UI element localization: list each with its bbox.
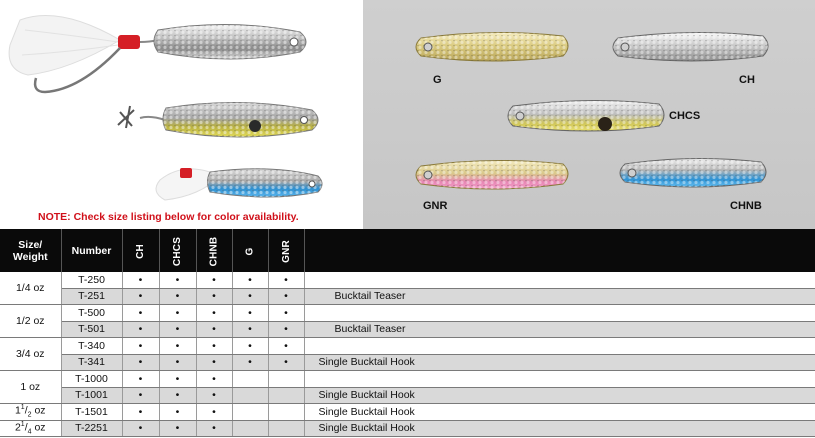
color-availability-note: NOTE: Check size listing below for color availability. bbox=[38, 211, 299, 223]
availability-chnb: • bbox=[196, 288, 232, 305]
product-note bbox=[304, 305, 815, 322]
header-color-chcs-label: CHCS bbox=[171, 236, 183, 266]
size-weight-cell bbox=[0, 420, 61, 437]
availability-ch: • bbox=[122, 420, 159, 437]
product-note bbox=[304, 338, 815, 355]
header-color-gnr-label: GNR bbox=[280, 239, 292, 263]
product-note: Single Bucktail Hook bbox=[304, 420, 815, 437]
availability-chcs: • bbox=[159, 387, 196, 404]
availability-gnr: • bbox=[268, 272, 304, 288]
size-weight-cell bbox=[0, 305, 61, 338]
availability-g bbox=[232, 371, 268, 388]
product-note bbox=[304, 272, 815, 288]
size-weight-cell bbox=[0, 338, 61, 371]
header-color-ch-label: CH bbox=[135, 243, 146, 259]
product-photo-right bbox=[363, 0, 815, 229]
product-number: T-2251 bbox=[61, 420, 122, 437]
size-weight-value: 1/4 oz bbox=[15, 282, 45, 294]
table-row bbox=[0, 321, 815, 338]
availability-chnb: • bbox=[196, 272, 232, 288]
availability-ch: • bbox=[122, 371, 159, 388]
product-note: Single Bucktail Hook bbox=[304, 354, 815, 371]
availability-chnb: • bbox=[196, 354, 232, 371]
availability-gnr bbox=[268, 404, 304, 421]
product-number: T-1001 bbox=[61, 387, 122, 404]
availability-ch: • bbox=[122, 354, 159, 371]
availability-chcs: • bbox=[159, 288, 196, 305]
header-color-chcs bbox=[159, 229, 196, 272]
product-number: T-251 bbox=[61, 288, 122, 305]
size-weight-whole: 2 bbox=[14, 421, 21, 434]
table-row bbox=[0, 305, 815, 322]
availability-chnb: • bbox=[196, 404, 232, 421]
availability-chcs: • bbox=[159, 321, 196, 338]
availability-g: • bbox=[232, 338, 268, 355]
availability-gnr bbox=[268, 371, 304, 388]
size-weight-num: 1 bbox=[20, 404, 25, 412]
availability-g: • bbox=[232, 305, 268, 322]
header-color-g-label: G bbox=[244, 247, 256, 255]
header-number: Number bbox=[61, 229, 122, 272]
header-color-ch bbox=[122, 229, 159, 272]
fraction-slash: / bbox=[24, 404, 28, 417]
size-weight-unit: oz bbox=[31, 404, 46, 417]
header-color-g bbox=[232, 229, 268, 272]
product-note: Bucktail Teaser bbox=[304, 321, 815, 338]
table-row bbox=[0, 338, 815, 355]
product-number: T-250 bbox=[61, 272, 122, 288]
product-photo-left bbox=[0, 0, 363, 229]
availability-gnr: • bbox=[268, 288, 304, 305]
availability-g bbox=[232, 404, 268, 421]
table-row bbox=[0, 387, 815, 404]
size-weight-value: 1 oz bbox=[20, 381, 41, 393]
availability-gnr: • bbox=[268, 354, 304, 371]
size-weight-whole: 1 bbox=[14, 404, 21, 417]
table-row bbox=[0, 371, 815, 388]
table-row bbox=[0, 288, 815, 305]
availability-chcs: • bbox=[159, 338, 196, 355]
availability-ch: • bbox=[122, 272, 159, 288]
size-weight-cell bbox=[0, 272, 61, 305]
size-weight-cell bbox=[0, 371, 61, 404]
availability-chnb: • bbox=[196, 338, 232, 355]
availability-g: • bbox=[232, 272, 268, 288]
table-header-row bbox=[0, 229, 815, 272]
availability-g bbox=[232, 387, 268, 404]
size-weight-num: 1 bbox=[20, 420, 25, 428]
size-weight-value: 1/2 oz bbox=[15, 315, 45, 327]
product-note: Single Bucktail Hook bbox=[304, 404, 815, 421]
availability-ch: • bbox=[122, 404, 159, 421]
product-number: T-1000 bbox=[61, 371, 122, 388]
availability-ch: • bbox=[122, 338, 159, 355]
product-number: T-500 bbox=[61, 305, 122, 322]
availability-g: • bbox=[232, 288, 268, 305]
product-note bbox=[304, 371, 815, 388]
availability-chcs: • bbox=[159, 371, 196, 388]
availability-g: • bbox=[232, 354, 268, 371]
size-weight-unit: oz bbox=[31, 421, 46, 434]
availability-ch: • bbox=[122, 288, 159, 305]
availability-chnb: • bbox=[196, 321, 232, 338]
size-weight-den: 2 bbox=[27, 412, 32, 420]
availability-chnb: • bbox=[196, 305, 232, 322]
availability-chcs: • bbox=[159, 305, 196, 322]
availability-gnr: • bbox=[268, 321, 304, 338]
header-color-chnb bbox=[196, 229, 232, 272]
fraction-slash: / bbox=[24, 421, 28, 434]
color-label-ch: CH bbox=[739, 74, 755, 86]
availability-gnr: • bbox=[268, 338, 304, 355]
product-note: Single Bucktail Hook bbox=[304, 387, 815, 404]
availability-g bbox=[232, 420, 268, 437]
size-color-table bbox=[0, 229, 815, 438]
product-number: T-341 bbox=[61, 354, 122, 371]
product-number: T-1501 bbox=[61, 404, 122, 421]
availability-chcs: • bbox=[159, 404, 196, 421]
color-label-chnb: CHNB bbox=[730, 200, 762, 212]
availability-chnb: • bbox=[196, 387, 232, 404]
availability-g: • bbox=[232, 321, 268, 338]
availability-chnb: • bbox=[196, 420, 232, 437]
table-row bbox=[0, 354, 815, 371]
color-label-chcs: CHCS bbox=[669, 110, 701, 122]
availability-ch: • bbox=[122, 321, 159, 338]
size-weight-den: 4 bbox=[27, 428, 32, 436]
product-number: T-340 bbox=[61, 338, 122, 355]
product-number: T-501 bbox=[61, 321, 122, 338]
availability-chcs: • bbox=[159, 420, 196, 437]
header-size-weight-line2: Weight bbox=[12, 250, 48, 263]
header-size-weight-line1: Size/ bbox=[18, 238, 43, 251]
table-body bbox=[0, 272, 815, 437]
header-color-gnr bbox=[268, 229, 304, 272]
availability-gnr bbox=[268, 387, 304, 404]
lure-chrome-bucktail-image bbox=[0, 0, 363, 229]
table-row bbox=[0, 272, 815, 288]
color-label-g: G bbox=[433, 74, 442, 86]
availability-chnb: • bbox=[196, 371, 232, 388]
availability-gnr: • bbox=[268, 305, 304, 322]
header-notes bbox=[304, 229, 815, 272]
color-variants-image bbox=[363, 0, 815, 229]
availability-chcs: • bbox=[159, 272, 196, 288]
availability-ch: • bbox=[122, 305, 159, 322]
table-row bbox=[0, 420, 815, 437]
availability-ch: • bbox=[122, 387, 159, 404]
product-note: Bucktail Teaser bbox=[304, 288, 815, 305]
header-size-weight bbox=[0, 229, 61, 272]
size-weight-value: 3/4 oz bbox=[15, 348, 45, 360]
table-row bbox=[0, 404, 815, 421]
availability-gnr bbox=[268, 420, 304, 437]
availability-chcs: • bbox=[159, 354, 196, 371]
size-weight-cell bbox=[0, 404, 61, 421]
header-color-chnb-label: CHNB bbox=[208, 236, 220, 266]
color-label-gnr: GNR bbox=[423, 200, 448, 212]
